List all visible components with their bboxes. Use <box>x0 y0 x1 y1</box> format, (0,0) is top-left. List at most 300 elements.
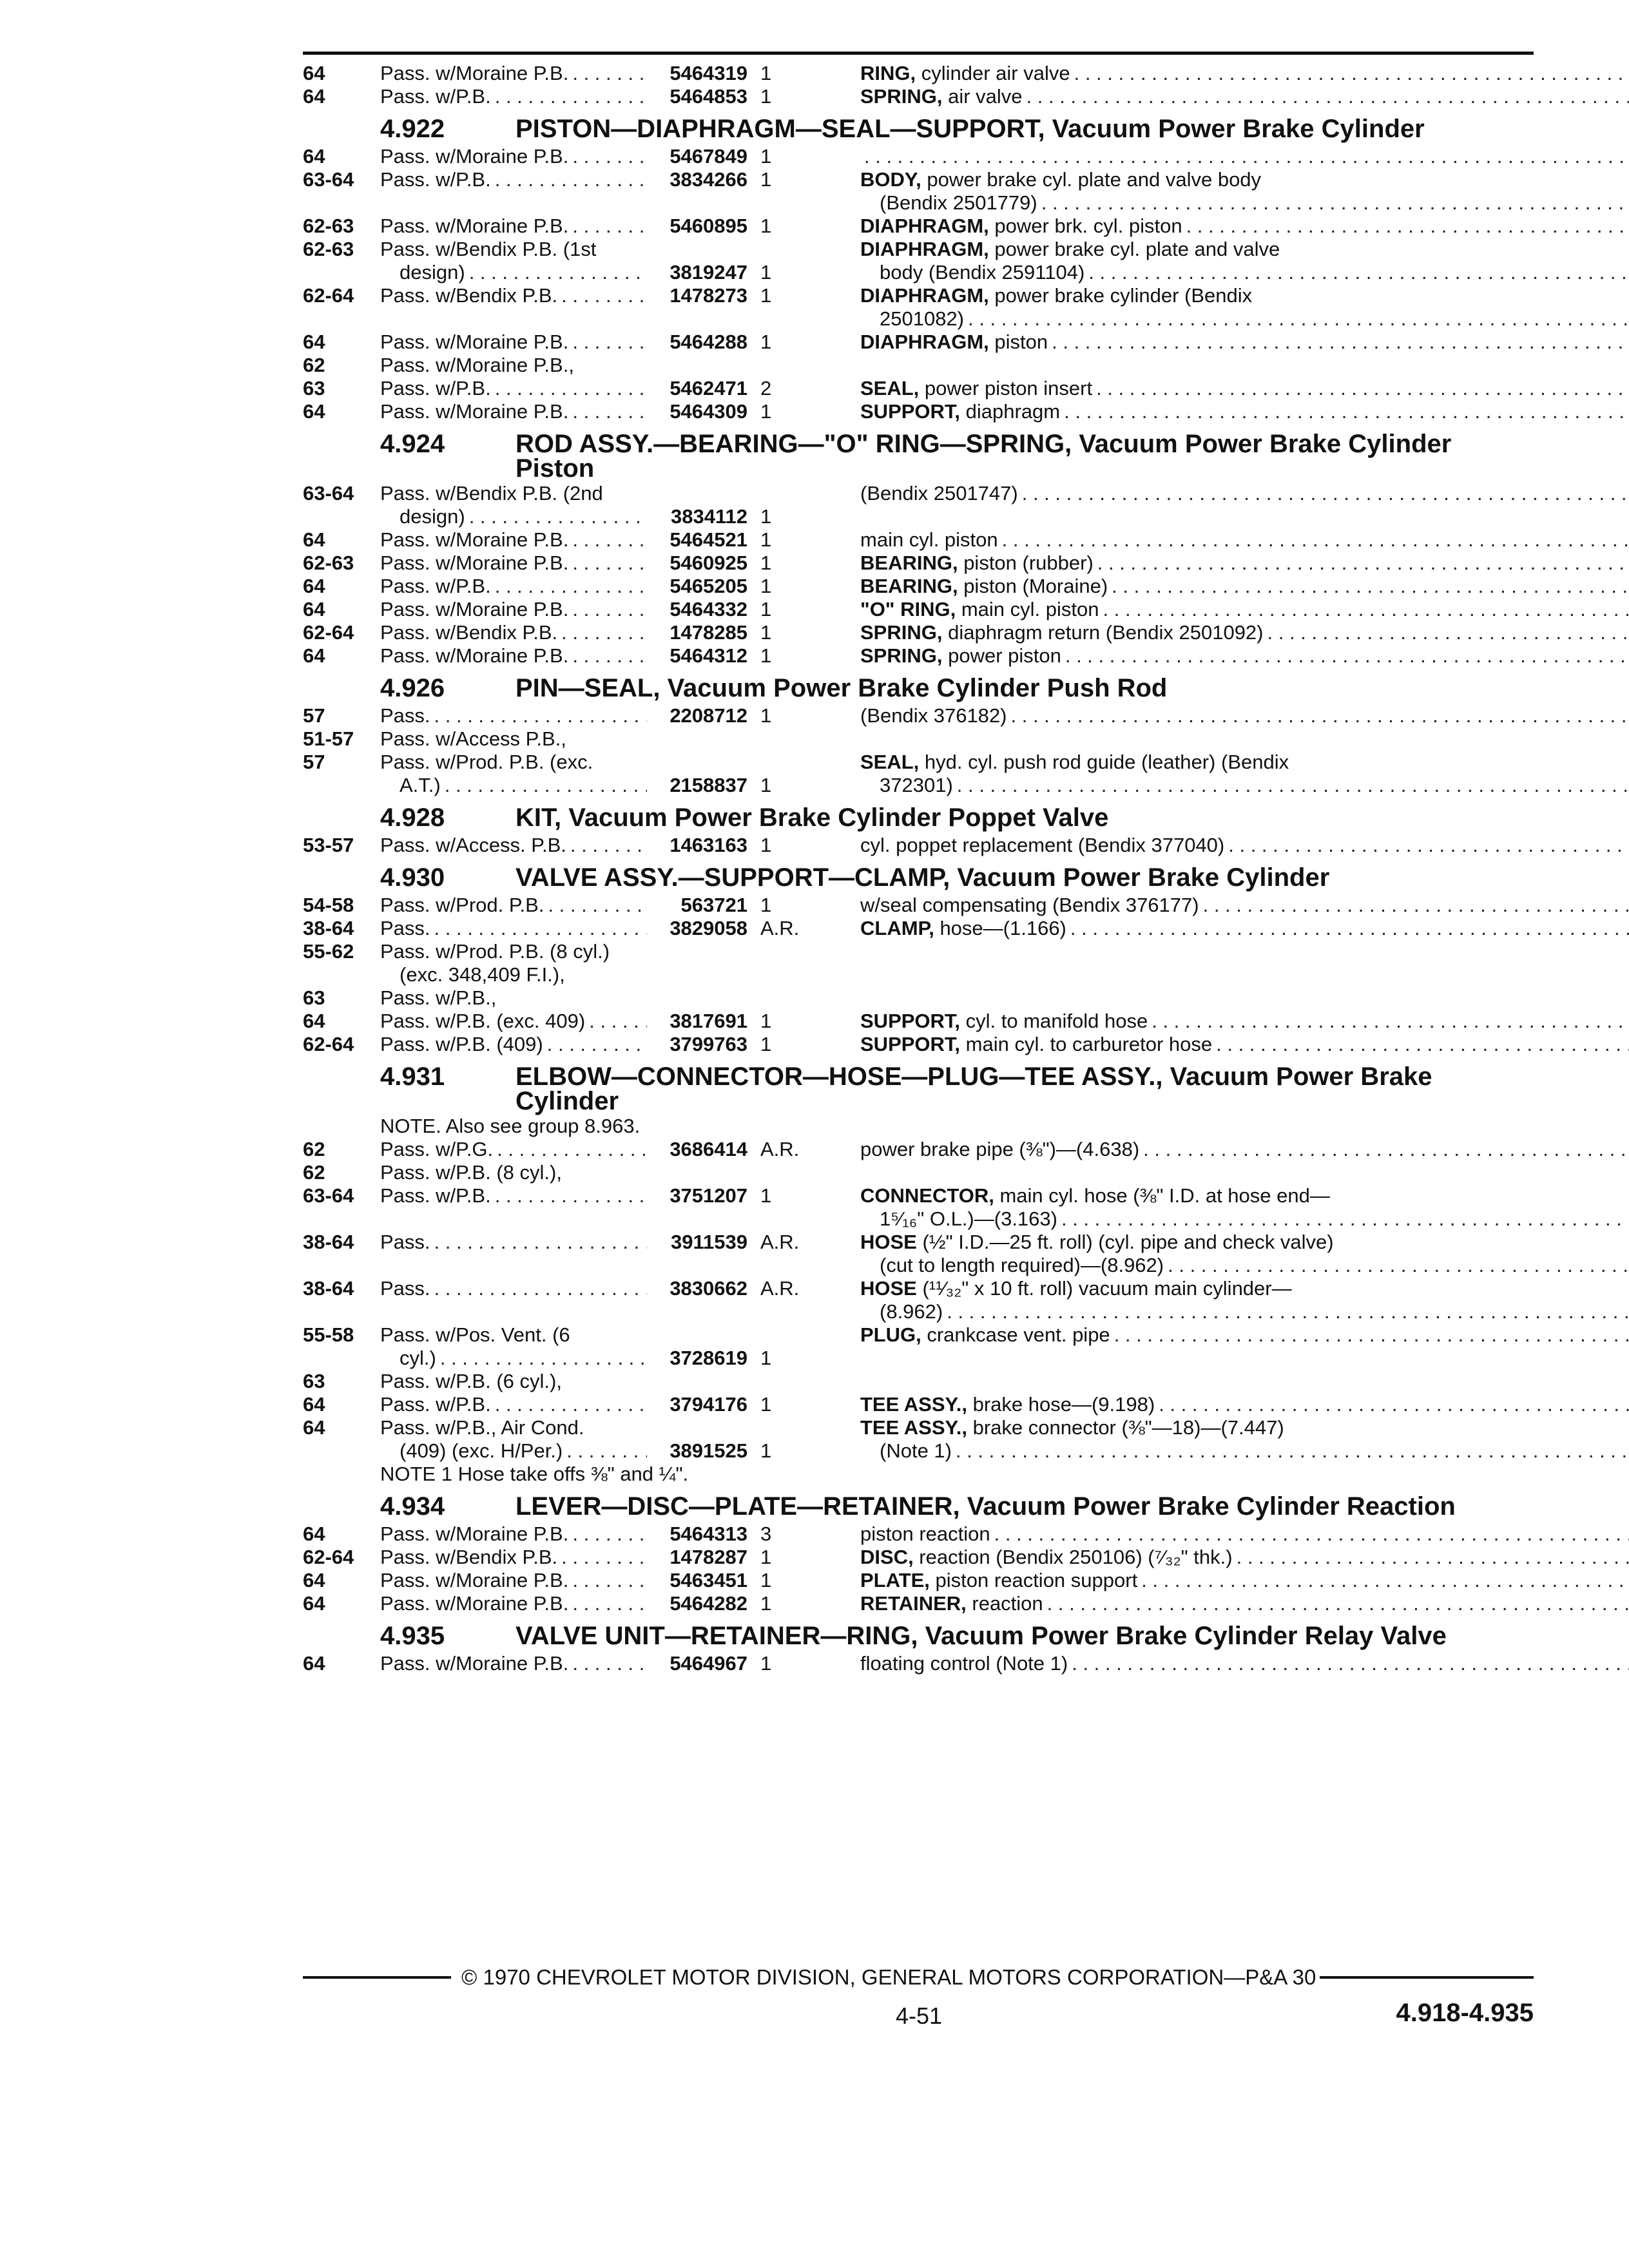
model-line <box>380 62 815 85</box>
model-text: Pass. w/Bendix P.B. <box>380 284 558 307</box>
description-text <box>860 621 1264 644</box>
model-line <box>380 284 815 307</box>
model-text: Pass. w/P.B., Air Cond. <box>380 1416 584 1439</box>
table-row <box>303 1184 1534 1231</box>
part-number: 563721 <box>680 894 747 916</box>
part-number: 5460925 <box>670 552 747 574</box>
leader-dots <box>445 774 647 797</box>
year-range: 64 <box>303 1652 325 1675</box>
description-cell <box>860 1569 1629 1592</box>
description-detail: cyl. poppet replacement (Bendix 377040) <box>860 834 1225 856</box>
table-row <box>303 1523 1534 1546</box>
model-line <box>380 1347 815 1370</box>
leader-dots <box>1159 1393 1629 1416</box>
model-cell <box>380 751 815 797</box>
leader-dots <box>572 1523 647 1546</box>
leader-dots <box>1065 644 1629 668</box>
year-range: 57 <box>303 751 325 773</box>
model-cell <box>380 1323 815 1370</box>
model-text: (exc. 348,409 F.I.), <box>400 963 565 986</box>
description-detail: (½" I.D.—25 ft. roll) (cyl. pipe and check valve) <box>916 1231 1334 1253</box>
model-text: Pass. w/P.G. <box>380 1138 494 1160</box>
description-line <box>860 1254 1629 1277</box>
section-heading <box>303 430 1534 481</box>
description-text <box>860 1323 1110 1347</box>
model-cell <box>380 145 815 168</box>
table-row <box>303 751 1534 797</box>
model-text: Pass. w/Bendix P.B. (2nd <box>380 482 603 505</box>
year-range: 64 <box>303 528 325 551</box>
model-text: Pass. w/P.B., <box>380 986 497 1009</box>
description-cell <box>860 644 1629 668</box>
model-text: Pass. w/Moraine P.B. <box>380 62 569 84</box>
description-keyword: SEAL, <box>860 377 920 399</box>
description-text <box>880 1300 943 1323</box>
leader-dots <box>572 644 647 668</box>
quantity: 1 <box>760 85 772 108</box>
model-cell <box>380 354 815 377</box>
model-cell <box>380 62 815 85</box>
model-line <box>380 834 815 857</box>
description-detail: power brake cylinder (Bendix <box>988 284 1253 307</box>
description-cell <box>860 1652 1629 1675</box>
description-line <box>860 284 1629 307</box>
description-text <box>880 1207 1057 1231</box>
leader-dots <box>957 774 1629 797</box>
description-keyword: "O" RING, <box>860 598 956 620</box>
description-line <box>860 834 1629 857</box>
description-cell <box>860 215 1629 238</box>
description-text <box>860 1231 1334 1254</box>
model-text: Pass. w/Access P.B., <box>380 727 566 750</box>
table-row <box>303 168 1534 215</box>
leader-dots <box>864 145 1629 168</box>
leader-dots <box>1074 62 1629 85</box>
leader-dots <box>570 834 647 857</box>
description-detail: (Bendix 2501747) <box>860 482 1018 505</box>
description-detail: body (Bendix 2591104) <box>880 261 1085 284</box>
leader-dots <box>440 1347 647 1370</box>
part-number: 2158837 <box>670 774 747 796</box>
description-detail: main cyl. piston <box>860 528 998 551</box>
description-detail: piston <box>988 331 1048 353</box>
quantity: 1 <box>760 284 772 307</box>
description-line <box>860 85 1629 108</box>
leader-dots <box>1096 377 1629 400</box>
model-cell <box>380 1370 815 1393</box>
leader-dots <box>994 1523 1629 1546</box>
year-range: 55-58 <box>303 1323 354 1346</box>
model-line <box>380 528 815 552</box>
model-line <box>380 1184 815 1207</box>
section-number: 4.935 <box>380 1622 445 1650</box>
description-line <box>860 400 1629 423</box>
description-text <box>860 85 1023 108</box>
section-number: 4.924 <box>380 430 445 458</box>
quantity: 1 <box>760 331 772 353</box>
year-range: 63 <box>303 1370 325 1392</box>
leader-dots <box>1103 598 1629 621</box>
part-number: 5464521 <box>670 528 747 551</box>
part-number: 1478287 <box>670 1546 747 1568</box>
model-line <box>380 917 815 940</box>
quantity: 1 <box>760 1010 772 1032</box>
description-keyword: SEAL, <box>860 751 920 773</box>
part-number: 5462471 <box>670 377 747 399</box>
description-cell <box>860 598 1629 621</box>
model-text: Pass. w/Moraine P.B. <box>380 598 569 620</box>
leader-dots <box>1186 215 1629 238</box>
model-cell <box>380 1161 815 1184</box>
description-keyword: BEARING, <box>860 575 958 597</box>
description-detail: power brake pipe (⅜")—(4.638) <box>860 1138 1140 1160</box>
description-cell <box>860 284 1629 331</box>
leader-dots <box>947 1300 1629 1323</box>
description-line <box>860 1207 1629 1231</box>
model-line <box>380 1033 815 1056</box>
description-text <box>860 1546 1233 1569</box>
model-cell <box>380 400 815 423</box>
description-line <box>860 575 1629 598</box>
leader-dots <box>968 307 1629 331</box>
quantity: 1 <box>760 644 772 667</box>
part-number: 3817691 <box>670 1010 747 1032</box>
description-line <box>860 751 1629 774</box>
section-number: 4.928 <box>380 803 445 832</box>
table-row <box>303 598 1534 621</box>
quantity: 1 <box>760 598 772 620</box>
part-number: 5467849 <box>670 145 747 168</box>
description-detail: (Note 1) <box>880 1439 952 1462</box>
description-text <box>860 62 1070 85</box>
part-number: 5463451 <box>670 1569 747 1591</box>
model-line <box>380 331 815 354</box>
section-heading <box>303 115 1534 144</box>
model-text: Pass. w/Moraine P.B., <box>380 354 574 376</box>
model-text: Pass. w/Moraine P.B. <box>380 1523 569 1545</box>
description-detail: (cut to length required)—(8.962) <box>880 1254 1164 1276</box>
description-line <box>860 1010 1629 1033</box>
table-row <box>303 1323 1534 1370</box>
description-line <box>860 774 1629 797</box>
table-row <box>303 145 1534 168</box>
description-line <box>860 215 1629 238</box>
leader-dots <box>566 1439 647 1463</box>
description-text <box>860 598 1099 621</box>
quantity: 1 <box>760 774 772 796</box>
table-row <box>303 704 1534 727</box>
description-text <box>860 168 1261 191</box>
leader-dots <box>1022 482 1629 505</box>
description-keyword: TEE ASSY., <box>860 1393 967 1416</box>
description-detail: reaction (Bendix 250106) (⁷⁄₃₂" thk.) <box>913 1546 1233 1568</box>
leader-dots <box>1143 1138 1629 1161</box>
year-range: 57 <box>303 704 325 727</box>
description-text <box>880 1439 952 1463</box>
description-keyword: CLAMP, <box>860 917 934 939</box>
part-number: 5464853 <box>670 85 747 108</box>
year-range: 63 <box>303 377 325 399</box>
model-cell <box>380 1184 815 1207</box>
part-number: 5464312 <box>670 644 747 667</box>
leader-dots <box>495 1393 647 1416</box>
model-text: Pass. w/P.B. (8 cyl.), <box>380 1161 562 1184</box>
description-detail: cylinder air valve <box>916 62 1070 84</box>
part-number: 1463163 <box>670 834 747 856</box>
model-line <box>380 1231 815 1254</box>
table-row <box>303 552 1534 575</box>
description-detail: hyd. cyl. push rod guide (leather) (Bendix <box>919 751 1289 773</box>
table-row <box>303 1652 1534 1675</box>
leader-dots <box>1070 917 1629 940</box>
table-row <box>303 1393 1534 1416</box>
model-line <box>380 598 815 621</box>
year-range: 64 <box>303 85 325 108</box>
year-range: 38-64 <box>303 1277 354 1300</box>
quantity: 1 <box>760 1393 772 1416</box>
model-line <box>380 774 815 797</box>
description-detail: cyl. to manifold hose <box>960 1010 1148 1032</box>
description-detail: piston (rubber) <box>958 552 1094 574</box>
model-text: Pass. w/Access. P.B. <box>380 834 566 856</box>
leader-dots <box>589 1010 647 1033</box>
description-cell <box>860 1231 1629 1277</box>
leader-dots <box>572 400 647 423</box>
model-line <box>380 1523 815 1546</box>
description-detail: crankcase vent. pipe <box>921 1323 1110 1346</box>
year-range: 63-64 <box>303 482 354 505</box>
description-line <box>860 1300 1629 1323</box>
part-number: 3830662 <box>670 1277 747 1300</box>
model-line <box>380 644 815 668</box>
model-line <box>380 552 815 575</box>
year-range: 64 <box>303 145 325 168</box>
year-range: 64 <box>303 575 325 597</box>
quantity: 1 <box>760 704 772 727</box>
leader-dots <box>1047 1592 1629 1615</box>
description-text <box>860 1277 1292 1300</box>
year-range: 62 <box>303 1161 325 1184</box>
description-detail: main cyl. hose (⅜" I.D. at hose end— <box>994 1184 1330 1207</box>
leader-dots <box>1011 704 1629 727</box>
description-detail: (8.962) <box>880 1300 943 1323</box>
section-title: PISTON—DIAPHRAGM—SEAL—SUPPORT, Vacuum Power Brake Cylinder <box>516 115 1425 143</box>
quantity: 1 <box>760 62 772 84</box>
part-number: 5464313 <box>670 1523 747 1545</box>
leader-dots <box>1203 894 1629 917</box>
description-cell <box>860 168 1629 215</box>
description-detail: 1⁵⁄₁₆" O.L.)—(3.163) <box>880 1207 1057 1230</box>
model-text: Pass. w/Moraine P.B. <box>380 1652 569 1675</box>
description-text <box>860 751 1289 774</box>
model-cell <box>380 528 815 552</box>
part-number: 3751207 <box>670 1184 747 1207</box>
model-line <box>380 1652 815 1675</box>
description-cell <box>860 834 1629 857</box>
part-number: 2208712 <box>670 704 747 727</box>
description-cell <box>860 917 1629 940</box>
model-text: Pass. w/Bendix P.B. <box>380 621 558 644</box>
description-cell <box>860 62 1629 85</box>
quantity: 1 <box>760 1652 772 1675</box>
description-detail: brake connector (⅜"—18)—(7.447) <box>967 1416 1284 1439</box>
model-text: Pass. w/Moraine P.B. <box>380 215 569 237</box>
model-line <box>380 400 815 423</box>
description-keyword: PLATE, <box>860 1569 930 1591</box>
part-number: 1478273 <box>670 284 747 307</box>
description-detail: piston (Moraine) <box>958 575 1108 597</box>
description-text <box>860 331 1048 354</box>
description-detail: air valve <box>942 85 1023 108</box>
description-keyword: BODY, <box>860 168 921 191</box>
description-cell <box>860 1523 1629 1546</box>
model-cell <box>380 238 815 284</box>
year-range: 62-63 <box>303 215 354 237</box>
leader-dots <box>572 62 647 85</box>
model-cell <box>380 575 815 598</box>
leader-dots <box>1052 331 1629 354</box>
table-row <box>303 482 1534 528</box>
description-cell <box>860 704 1629 727</box>
model-line <box>380 1416 815 1439</box>
description-line <box>860 621 1629 644</box>
description-line <box>860 1569 1629 1592</box>
description-detail: power brk. cyl. piston <box>988 215 1182 237</box>
leader-dots <box>1237 1546 1629 1569</box>
description-text <box>860 1569 1137 1592</box>
model-line <box>380 1370 815 1393</box>
description-detail: reaction <box>966 1592 1043 1615</box>
description-text <box>880 261 1084 284</box>
footer-rule-right <box>1320 1976 1534 1979</box>
description-cell <box>860 1010 1629 1033</box>
leader-dots <box>1097 552 1629 575</box>
description-text <box>860 894 1199 917</box>
part-number: 3834266 <box>670 168 747 191</box>
description-line <box>860 145 1629 168</box>
leader-dots <box>572 1569 647 1592</box>
section-heading <box>303 674 1534 703</box>
table-row <box>303 621 1534 644</box>
description-cell <box>860 400 1629 423</box>
part-number: 3819247 <box>670 261 747 284</box>
table-row <box>303 215 1534 238</box>
table-row <box>303 1138 1534 1161</box>
leader-dots <box>1002 528 1629 552</box>
model-cell <box>380 552 815 575</box>
description-text <box>860 1416 1284 1439</box>
leader-dots <box>1088 261 1629 284</box>
section-number: 4.922 <box>380 115 445 143</box>
description-line <box>860 894 1629 917</box>
model-line <box>380 168 815 191</box>
quantity: 1 <box>760 834 772 856</box>
quantity: 1 <box>760 1592 772 1615</box>
model-cell <box>380 917 815 940</box>
table-row <box>303 1592 1534 1615</box>
description-keyword: SPRING, <box>860 644 943 667</box>
description-line <box>860 1592 1629 1615</box>
part-number: 3911539 <box>671 1231 747 1253</box>
table-row <box>303 940 1534 986</box>
model-line <box>380 1010 815 1033</box>
part-number: 5465205 <box>670 575 747 597</box>
part-number: 5464332 <box>670 598 747 620</box>
description-line <box>860 704 1629 727</box>
description-text <box>860 215 1182 238</box>
description-detail: 372301) <box>880 774 953 796</box>
model-text: Pass. w/Pos. Vent. (6 <box>380 1323 570 1346</box>
description-cell <box>860 1138 1629 1161</box>
section-heading <box>303 1492 1534 1521</box>
year-range: 53-57 <box>303 834 354 856</box>
model-text: Pass. w/Bendix P.B. <box>380 1546 558 1568</box>
description-cell <box>860 552 1629 575</box>
description-line <box>860 1416 1629 1439</box>
leader-dots <box>572 1592 647 1615</box>
model-text: Pass. w/P.B. (exc. 409) <box>380 1010 586 1032</box>
part-number: 5464309 <box>670 400 747 423</box>
description-text <box>860 1393 1155 1416</box>
quantity: 1 <box>760 1439 772 1462</box>
description-text <box>860 377 1092 400</box>
model-cell <box>380 1523 815 1546</box>
model-text: (409) (exc. H/Per.) <box>400 1439 563 1462</box>
description-cell <box>860 575 1629 598</box>
model-line <box>380 1546 815 1569</box>
model-cell <box>380 377 815 400</box>
year-range: 64 <box>303 1523 325 1545</box>
description-keyword: DIAPHRAGM, <box>860 331 989 353</box>
description-detail: (Bendix 376182) <box>860 704 1007 727</box>
description-detail: diaphragm return (Bendix 2501092) <box>942 621 1264 644</box>
description-text <box>860 1010 1148 1033</box>
section-number: 4.930 <box>380 863 445 892</box>
description-text <box>860 644 1061 668</box>
description-keyword: SUPPORT, <box>860 1010 961 1032</box>
model-line <box>380 85 815 108</box>
model-line <box>380 377 815 400</box>
leader-dots <box>548 894 647 917</box>
model-line <box>380 354 815 377</box>
leader-dots <box>572 1652 647 1675</box>
description-cell <box>860 528 1629 552</box>
model-cell <box>380 621 815 644</box>
description-text <box>860 528 998 552</box>
model-cell <box>380 1138 815 1161</box>
year-range: 38-64 <box>303 917 354 939</box>
description-text <box>880 191 1037 215</box>
part-number: 5464282 <box>670 1592 747 1615</box>
leader-dots <box>1041 191 1629 215</box>
description-detail: power brake cyl. plate and valve body <box>921 168 1262 191</box>
description-line <box>860 1138 1629 1161</box>
model-line <box>380 238 815 261</box>
model-text: Pass. w/P.B. (6 cyl.), <box>380 1370 562 1392</box>
leader-dots <box>1072 1652 1629 1675</box>
table-row <box>303 1231 1534 1277</box>
year-range: 54-58 <box>303 894 354 916</box>
description-line <box>860 331 1629 354</box>
description-keyword: CONNECTOR, <box>860 1184 994 1207</box>
table-row <box>303 644 1534 668</box>
model-line <box>380 1569 815 1592</box>
description-line <box>860 1652 1629 1675</box>
leader-dots <box>1064 400 1629 423</box>
description-detail: main cyl. to carburetor hose <box>960 1033 1213 1055</box>
leader-dots <box>434 1231 647 1254</box>
leader-dots <box>1114 1323 1629 1347</box>
